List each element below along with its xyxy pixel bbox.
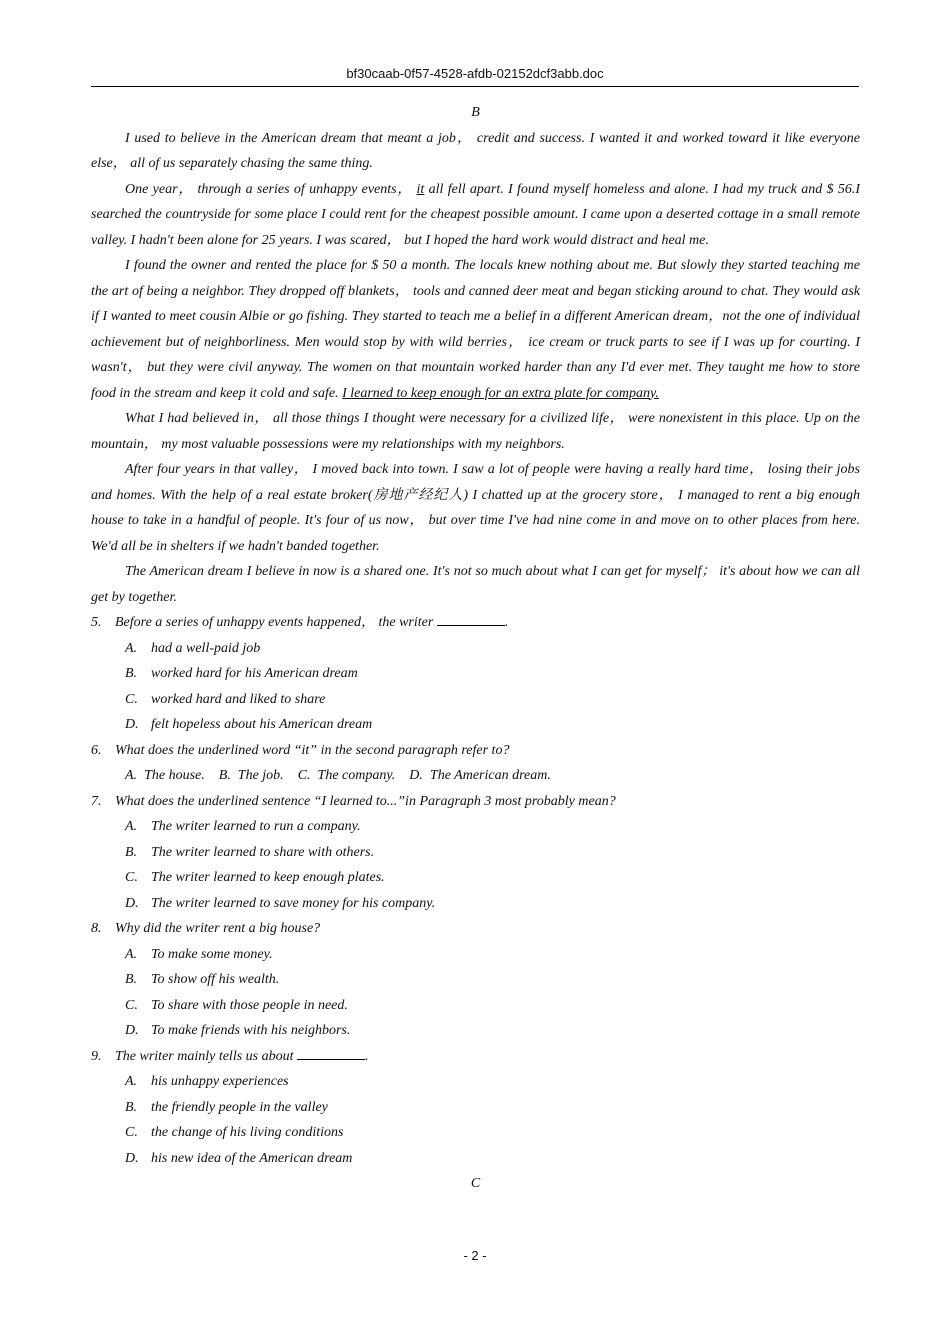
option-text: To share with those people in need. bbox=[151, 997, 348, 1013]
paragraph-2-text-end: all fell apart. I found myself homeless and alone. I had my truck and $ 56.I searched the countryside for some place I could rent for the cheapest possible amount. I came upon a deserted cottage in a small remote valley. I hadn't been alone for 25 years. I was scared， but I hoped the hard work would distract and heal me. bbox=[91, 181, 860, 248]
option bbox=[91, 942, 860, 968]
passage-paragraph-5: After four years in that valley， I moved back into town. I saw a lot of people were having a really hard time， losing their jobs and homes. With the help of a real estate broker(房地产经纪人) I chatted up at the grocery store， I managed to rent a big enough house to take in a handful of people. It's four of us now， but over time I've had nine come in and move on to other places from here. We'd all be in shelters if we hadn't banded together. bbox=[91, 462, 860, 554]
option-label: B. bbox=[125, 1099, 138, 1115]
option bbox=[91, 814, 860, 840]
option-label: D. bbox=[409, 768, 423, 783]
question-stem: Why did the writer rent a big house? bbox=[115, 921, 321, 936]
question-7 bbox=[91, 789, 860, 815]
passage-paragraph-1: I used to believe in the American dream that meant a job， credit and success. I wanted it and worked toward it like everyone else， all of us separately chasing the same thing. bbox=[91, 130, 860, 171]
option bbox=[91, 1120, 860, 1146]
option bbox=[91, 840, 860, 866]
option bbox=[91, 967, 860, 993]
option-text: the change of his living conditions bbox=[151, 1125, 344, 1140]
inline-options bbox=[91, 763, 860, 789]
header-rule bbox=[91, 86, 859, 87]
option-label: A. bbox=[125, 1074, 138, 1089]
question-number: 8. bbox=[91, 921, 102, 936]
option-label: B. bbox=[218, 768, 231, 783]
option-text: his new idea of the American dream bbox=[151, 1150, 353, 1166]
option-label: C. bbox=[125, 691, 138, 707]
underlined-sentence: I learned to keep enough for an extra plate for company. bbox=[342, 385, 659, 401]
question-number: 9. bbox=[91, 1048, 102, 1064]
option bbox=[91, 687, 860, 713]
option-label: D. bbox=[125, 1023, 139, 1038]
question-9 bbox=[91, 1044, 860, 1070]
option-text: The writer learned to keep enough plates. bbox=[151, 870, 385, 885]
passage-paragraph-3 bbox=[91, 253, 860, 406]
section-c-heading: C bbox=[470, 1176, 481, 1191]
option bbox=[91, 661, 860, 687]
option-label: A. bbox=[125, 946, 138, 962]
option-text: To make some money. bbox=[151, 946, 273, 962]
option-label: D. bbox=[125, 717, 139, 732]
option-text: The writer learned to run a company. bbox=[151, 819, 361, 834]
passage-paragraph-2 bbox=[91, 177, 860, 254]
option-label: D. bbox=[125, 1150, 139, 1166]
paragraph-2-text-start: One year， through a series of unhappy events， bbox=[125, 181, 417, 197]
option bbox=[91, 993, 860, 1019]
option-label: A. bbox=[125, 768, 138, 783]
question-stem: Before a series of unhappy events happened， the writer bbox=[115, 615, 437, 630]
question-6 bbox=[91, 738, 860, 764]
document-filename-header: bf30caab-0f57-4528-afdb-02152dcf3abb.doc bbox=[346, 66, 604, 81]
question-8 bbox=[91, 916, 860, 942]
question-stem-end: . bbox=[504, 615, 509, 630]
option-label: C. bbox=[125, 870, 138, 885]
option-text: The job. bbox=[237, 768, 284, 783]
option-text: The writer learned to share with others. bbox=[151, 844, 375, 860]
option-text: To show off his wealth. bbox=[151, 972, 280, 987]
option bbox=[91, 891, 860, 917]
page-number-footer: - 2 - bbox=[463, 1248, 487, 1263]
option-text: worked hard for his American dream bbox=[151, 666, 358, 681]
paragraph-3-text: I found the owner and rented the place for $ 50 a month. The locals knew nothing about me. But slowly they started teaching me the art of being a neighbor. They dropped off blankets， tools and canned deer meat and began sticking around to chat. They would ask if I wanted to meet cousin Albie or go fishing. They started to teach me a belief in a different American dream，not the one of individual achievement but of neighborliness. Men would stop by with wild berries， ice cream or truck parts to see if I was up for courting. I wasn't， but they were civil anyway. The women on that mountain worked harder than any I'd ever met. They taught me how to store food in the stream and keep it cold and safe. bbox=[91, 258, 860, 401]
question-stem: What does the underlined sentence “I learned to...”in Paragraph 3 most probably mean? bbox=[115, 793, 616, 809]
question-stem-end: . bbox=[365, 1048, 369, 1064]
option-label: B. bbox=[125, 666, 138, 681]
answer-blank bbox=[297, 1045, 365, 1060]
option-text: the friendly people in the valley bbox=[151, 1099, 328, 1115]
option-text: To make friends with his neighbors. bbox=[151, 1023, 351, 1038]
option-label: C. bbox=[297, 768, 311, 783]
option-label: D. bbox=[125, 895, 139, 911]
option bbox=[91, 1146, 860, 1172]
option-label: B. bbox=[125, 844, 138, 860]
option-text: The American dream. bbox=[429, 768, 551, 783]
question-stem: What does the underlined word “it” in the second paragraph refer to? bbox=[115, 742, 510, 758]
option bbox=[91, 1095, 860, 1121]
option bbox=[91, 636, 860, 662]
option bbox=[91, 712, 860, 738]
option bbox=[219, 768, 284, 783]
option bbox=[298, 768, 396, 783]
option bbox=[125, 768, 205, 783]
question-number: 5. bbox=[91, 615, 102, 630]
passage-paragraph-6: The American dream I believe in now is a shared one. It's not so much about what I can get for myself； it's about how we can all get by together. bbox=[91, 564, 860, 605]
option-text: felt hopeless about his American dream bbox=[151, 717, 373, 732]
question-5 bbox=[91, 610, 860, 636]
option-label: C. bbox=[125, 1125, 138, 1140]
option bbox=[91, 1069, 860, 1095]
underlined-word-it: it bbox=[416, 181, 425, 197]
option bbox=[409, 768, 551, 783]
option-label: B. bbox=[125, 972, 138, 987]
passage-paragraph-4: What I had believed in， all those things I thought were necessary for a civilized life， were nonexistent in this place. Up on the mountain， my most valuable possessions were my relationships with my neighbors. bbox=[91, 411, 860, 452]
option-text: The company. bbox=[317, 768, 396, 783]
option-text: worked hard and liked to share bbox=[151, 691, 326, 707]
page-content bbox=[91, 100, 860, 1197]
option bbox=[91, 865, 860, 891]
question-number: 6. bbox=[91, 742, 102, 758]
option bbox=[91, 1018, 860, 1044]
option-text: The house. bbox=[144, 768, 205, 783]
question-stem: The writer mainly tells us about bbox=[115, 1048, 297, 1064]
option-text: The writer learned to save money for his company. bbox=[151, 895, 436, 911]
option-label: C. bbox=[125, 997, 138, 1013]
option-text: his unhappy experiences bbox=[151, 1074, 289, 1089]
section-b-heading: B bbox=[471, 105, 480, 120]
option-label: A. bbox=[125, 640, 138, 656]
question-number: 7. bbox=[91, 793, 102, 809]
option-label: A. bbox=[125, 819, 138, 834]
option-text: had a well-paid job bbox=[151, 640, 261, 656]
answer-blank bbox=[437, 611, 505, 626]
